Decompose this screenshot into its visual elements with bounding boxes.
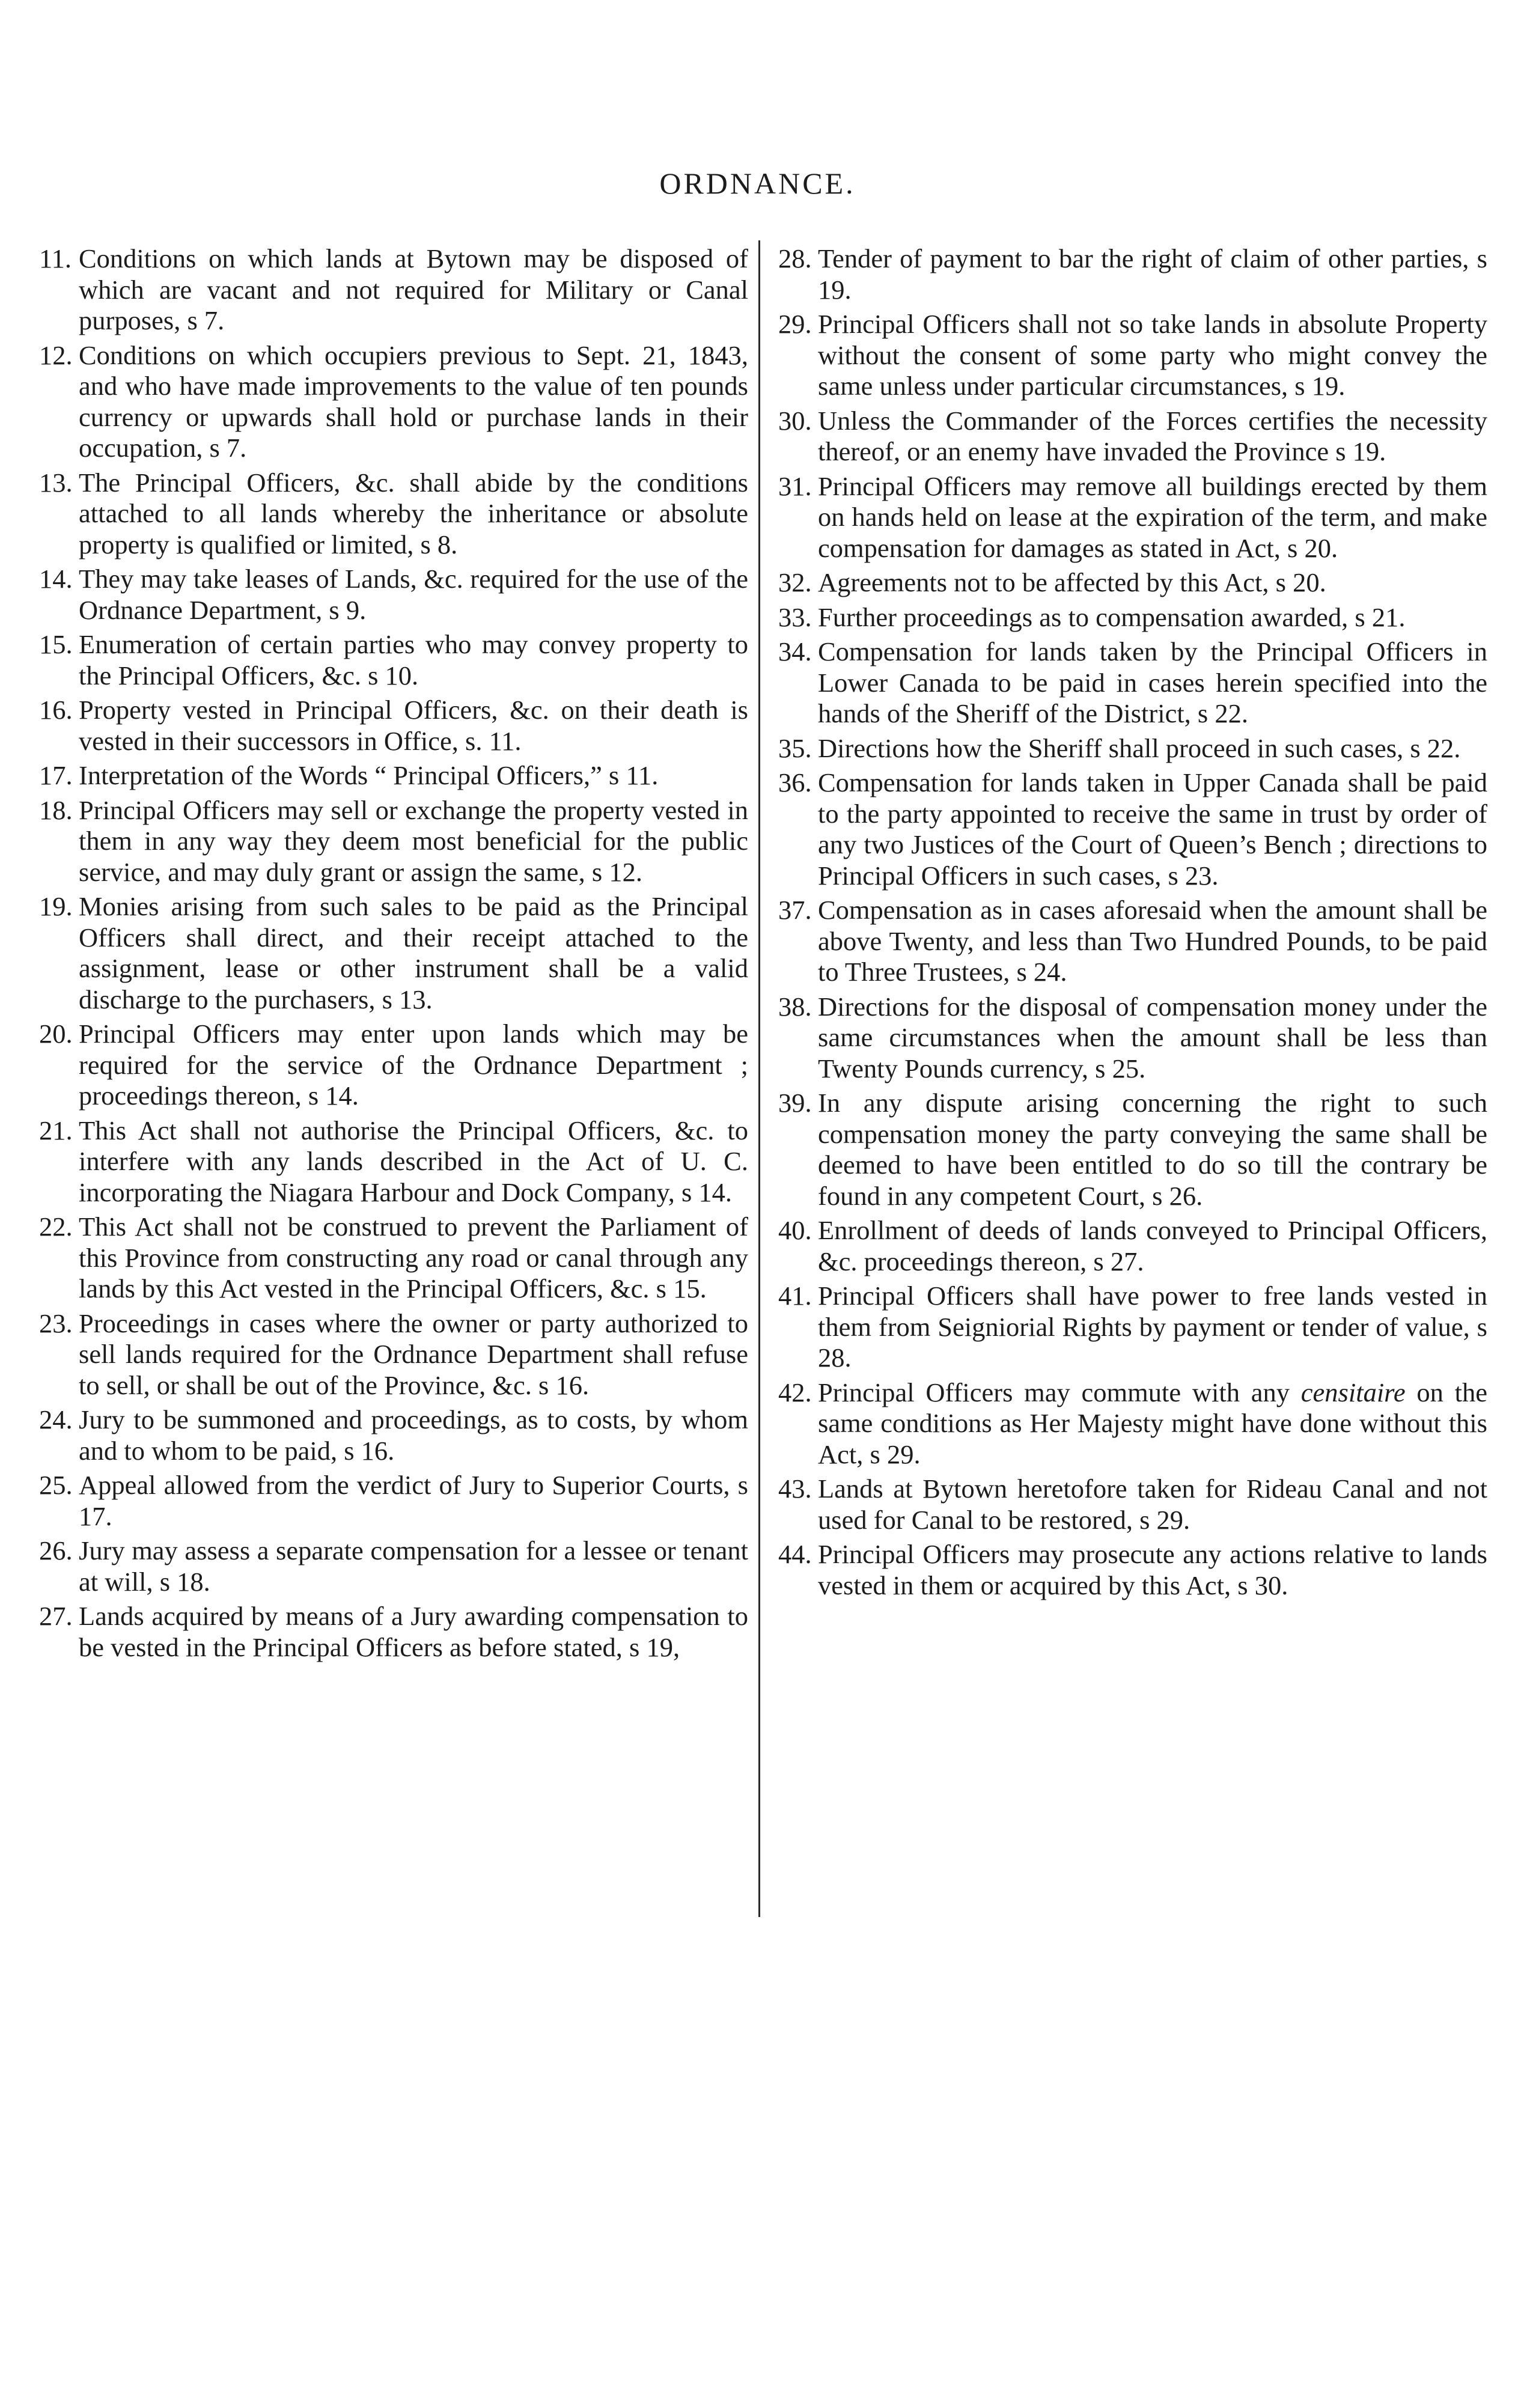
entry-text: In any dispute arising concerning the right to such compensation money the party conveying the same shall be deemed to have been entitled to do so till the contrary be found in any competent Court, s 26. xyxy=(818,1088,1487,1211)
index-entry-33 xyxy=(778,602,1487,633)
entry-number: 17. xyxy=(39,760,73,790)
index-entry-43 xyxy=(778,1474,1487,1535)
entry-text: Interpretation of the Words “ Principal Officers,” s 11. xyxy=(79,760,659,790)
index-entry-40 xyxy=(778,1215,1487,1277)
entry-text: Principal Officers may enter upon lands which may be required for the service of the Ordnance Department ; proceedings thereon, s 14. xyxy=(79,1019,748,1111)
entry-number: 12. xyxy=(39,340,73,370)
entry-number: 34. xyxy=(778,636,812,666)
index-entry-12 xyxy=(39,340,748,464)
index-entry-22 xyxy=(39,1212,748,1305)
index-entry-38 xyxy=(778,992,1487,1085)
entry-number: 11. xyxy=(39,243,72,273)
entry-text: Lands acquired by means of a Jury awarding compensation to be vested in the Principal Officers as before stated, s 19, xyxy=(79,1601,748,1662)
index-entry-44 xyxy=(778,1539,1487,1601)
index-entry-14 xyxy=(39,564,748,626)
entry-text: Conditions on which occupiers previous to Sept. 21, 1843, and who have made improvements to the value of ten pounds currency or upwards shall hold or purchase lands in their occupation, s 7. xyxy=(79,340,748,463)
entry-text: Principal Officers may prosecute any actions relative to lands vested in them or acquired by this Act, s 30. xyxy=(818,1539,1487,1600)
entry-text: Enrollment of deeds of lands conveyed to Principal Officers, &c. proceedings thereon, s 27. xyxy=(818,1215,1487,1276)
entry-number: 39. xyxy=(778,1088,812,1118)
index-entry-19 xyxy=(39,891,748,1015)
index-entry-42 xyxy=(778,1377,1487,1471)
entry-number: 22. xyxy=(39,1212,73,1242)
entry-text: Principal Officers may remove all buildings erected by them on hands held on lease at the expiration of the term, and make compensation for damages as stated in Act, s 20. xyxy=(818,471,1487,563)
entry-text: They may take leases of Lands, &c. required for the use of the Ordnance Department, s 9. xyxy=(79,564,748,625)
entry-text: Compensation as in cases aforesaid when the amount shall be above Twenty, and less than Two Hundred Pounds, to be paid to Three Trustees, s 24. xyxy=(818,895,1487,987)
index-entry-31 xyxy=(778,471,1487,564)
index-entry-36 xyxy=(778,767,1487,891)
entry-number: 35. xyxy=(778,733,812,763)
entry-text: Proceedings in cases where the owner or party authorized to sell lands required for the Ordnance Department shall refuse to sell, or shall be out of the Province, &c. s 16. xyxy=(79,1308,748,1400)
entry-text: Monies arising from such sales to be paid as the Principal Officers shall direct, and their receipt attached to the assignment, lease or other instrument shall be a valid discharge to the purchasers, s 13. xyxy=(79,891,748,1014)
entry-number: 37. xyxy=(778,895,812,925)
index-entry-39 xyxy=(778,1088,1487,1212)
entry-number: 28. xyxy=(778,243,812,273)
entry-number: 24. xyxy=(39,1404,73,1434)
entry-number: 31. xyxy=(778,471,812,501)
entry-text: Principal Officers shall have power to free lands vested in them from Seigniorial Rights by payment or tender of value, s 28. xyxy=(818,1281,1487,1373)
entry-number: 21. xyxy=(39,1115,73,1145)
entry-text xyxy=(818,1377,1487,1469)
entry-text: Agreements not to be affected by this Act, s 20. xyxy=(818,567,1326,597)
entry-text: Enumeration of certain parties who may convey property to the Principal Officers, &c. s 10. xyxy=(79,629,748,690)
entry-text: Unless the Commander of the Forces certifies the necessity thereof, or an enemy have invaded the Province s 19. xyxy=(818,405,1487,466)
entry-number: 43. xyxy=(778,1474,812,1504)
index-entry-23 xyxy=(39,1308,748,1401)
index-entry-32 xyxy=(778,567,1487,599)
entry-number: 26. xyxy=(39,1535,73,1565)
index-entry-35 xyxy=(778,733,1487,764)
entry-text: Conditions on which lands at Bytown may be disposed of which are vacant and not required for Military or Canal purposes, s 7. xyxy=(79,243,748,335)
entry-number: 14. xyxy=(39,564,73,594)
entry-number: 29. xyxy=(778,309,812,339)
entry-number: 15. xyxy=(39,629,73,659)
entry-text: Property vested in Principal Officers, &c. on their death is vested in their successors in Office, s. 11. xyxy=(79,695,748,756)
entry-number: 30. xyxy=(778,405,812,436)
entry-number: 18. xyxy=(39,794,73,825)
entry-number: 16. xyxy=(39,695,73,725)
entry-number: 42. xyxy=(778,1377,812,1407)
index-entry-41 xyxy=(778,1281,1487,1374)
entry-number: 25. xyxy=(39,1470,73,1500)
index-entry-13 xyxy=(39,468,748,561)
entry-number: 27. xyxy=(39,1601,73,1631)
index-entry-27 xyxy=(39,1601,748,1663)
entry-number: 20. xyxy=(39,1019,73,1049)
entry-number: 41. xyxy=(778,1281,812,1311)
index-entry-16 xyxy=(39,695,748,757)
entry-text: Jury may assess a separate compensation for a lessee or tenant at will, s 18. xyxy=(79,1535,748,1597)
index-entry-37 xyxy=(778,895,1487,988)
index-entry-29 xyxy=(778,309,1487,402)
entry-text: The Principal Officers, &c. shall abide by the conditions attached to all lands whereby the inheritance or absolute property is qualified or limited, s 8. xyxy=(79,467,748,559)
index-column-right xyxy=(778,243,1487,1605)
index-entry-18 xyxy=(39,795,748,888)
entry-number: 33. xyxy=(778,602,812,632)
entry-number: 38. xyxy=(778,991,812,1022)
index-entry-21 xyxy=(39,1115,748,1209)
entry-text: Compensation for lands taken by the Principal Officers in Lower Canada to be paid in cases herein specified into the hands of the Sheriff of the District, s 22. xyxy=(818,636,1487,728)
index-entry-28 xyxy=(778,243,1487,305)
index-entry-26 xyxy=(39,1535,748,1597)
index-entry-11 xyxy=(39,243,748,337)
entry-number: 13. xyxy=(39,467,73,498)
entry-text: Lands at Bytown heretofore taken for Rideau Canal and not used for Canal to be restored, s 29. xyxy=(818,1474,1487,1535)
entry-text-italic-term: censitaire xyxy=(1300,1377,1406,1407)
index-entry-15 xyxy=(39,629,748,691)
entry-text: This Act shall not authorise the Principal Officers, &c. to interfere with any lands described in the Act of U. C. incorporating the Niagara Harbour and Dock Company, s 14. xyxy=(79,1115,748,1207)
index-entry-25 xyxy=(39,1470,748,1532)
index-entry-17 xyxy=(39,760,748,791)
index-entry-30 xyxy=(778,406,1487,468)
entry-text: Tender of payment to bar the right of claim of other parties, s 19. xyxy=(818,243,1487,305)
entry-number: 36. xyxy=(778,767,812,797)
page-title: ORDNANCE. xyxy=(659,166,856,200)
entry-text: Directions how the Sheriff shall proceed in such cases, s 22. xyxy=(818,733,1461,763)
entry-number: 19. xyxy=(39,891,73,921)
entry-text: Compensation for lands taken in Upper Canada shall be paid to the party appointed to receive the same in trust by order of any two Justices of the Court of Queen’s Bench ; directions to Principal Officers in such cases, s 23. xyxy=(818,767,1487,891)
column-divider xyxy=(758,240,760,1917)
entry-text: Appeal allowed from the verdict of Jury to Superior Courts, s 17. xyxy=(79,1470,748,1531)
entry-text: Directions for the disposal of compensation money under the same circumstances when the amount shall be less than Twenty Pounds currency, s 25. xyxy=(818,991,1487,1084)
entry-text: Principal Officers may sell or exchange the property vested in them in any way they deem most beneficial for the public service, and may duly grant or assign the same, s 12. xyxy=(79,794,748,887)
entry-number: 23. xyxy=(39,1308,73,1338)
entry-number: 40. xyxy=(778,1215,812,1245)
entry-text: Further proceedings as to compensation awarded, s 21. xyxy=(818,602,1406,632)
index-entry-24 xyxy=(39,1404,748,1466)
entry-number: 32. xyxy=(778,567,812,597)
entry-number: 44. xyxy=(778,1539,812,1569)
index-entry-34 xyxy=(778,636,1487,730)
entry-text: Jury to be summoned and proceedings, as to costs, by whom and to whom to be paid, s 16. xyxy=(79,1404,748,1466)
index-column-left xyxy=(39,243,748,1666)
entry-text: Principal Officers shall not so take lands in absolute Property without the consent of some party who might convey the same unless under particular circumstances, s 19. xyxy=(818,309,1487,401)
entry-text-after: on the same conditions as Her Majesty might have done without this Act, s 29. xyxy=(818,1377,1487,1469)
entry-text: This Act shall not be construed to prevent the Parliament of this Province from constructing any road or canal through any lands by this Act vested in the Principal Officers, &c. s 15. xyxy=(79,1212,748,1303)
entry-text-before: Principal Officers may commute with any xyxy=(818,1377,1301,1407)
index-entry-20 xyxy=(39,1019,748,1112)
